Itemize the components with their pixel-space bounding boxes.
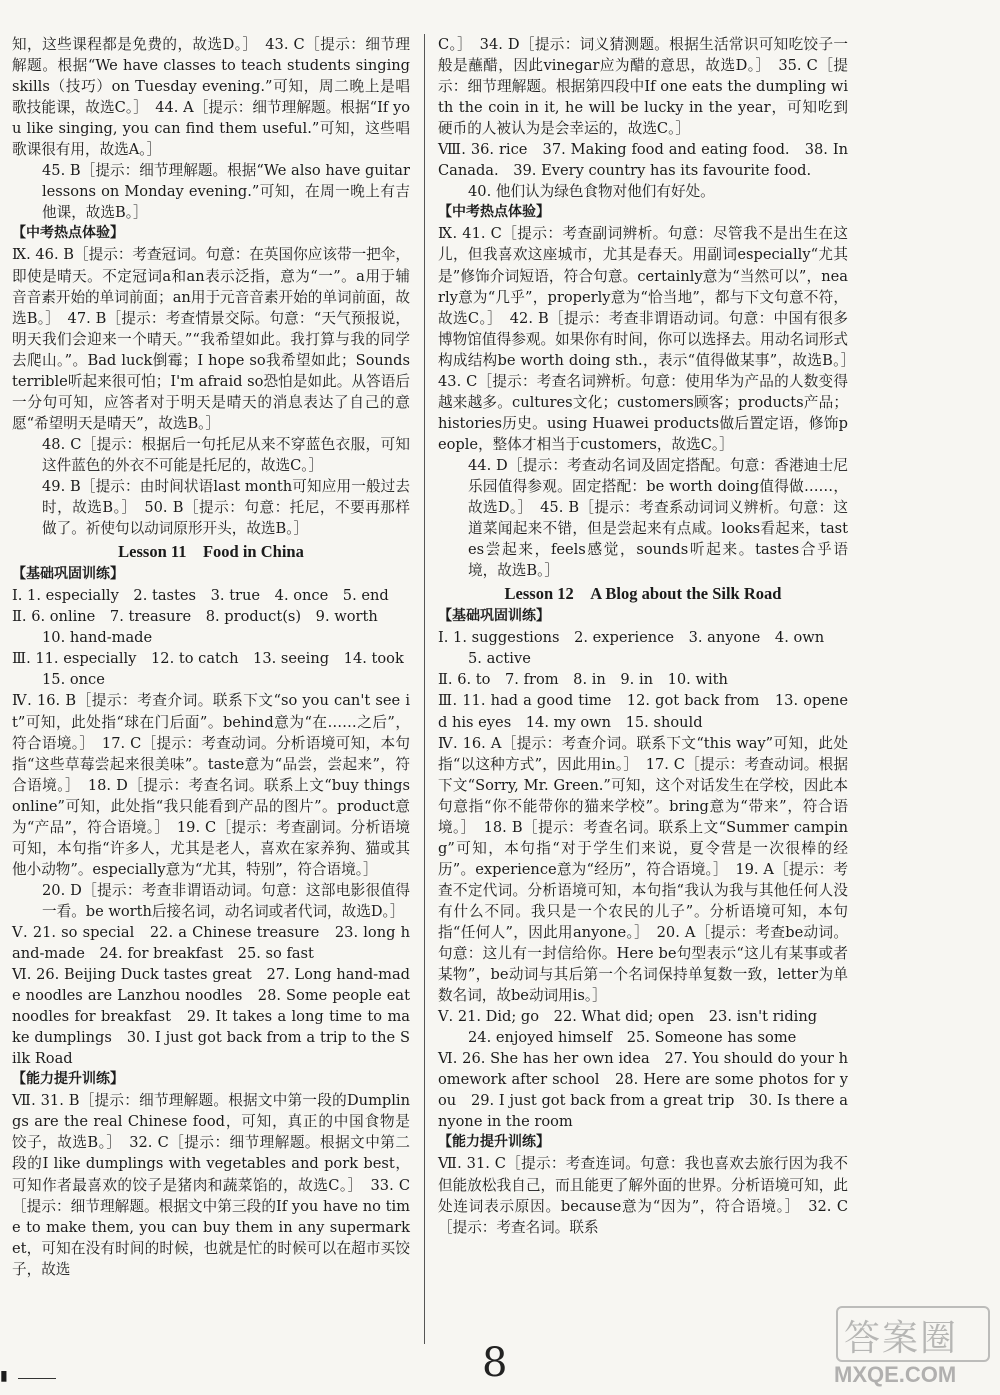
section-heading: 【能力提升训练】 (12, 1071, 124, 1088)
answer-block: 45. B［提示：细节理解题。根据“We also have guitar lessons on Monday evening.”可知，在周一晚上有吉他课，故选B。］ (42, 162, 410, 222)
answer-block: Ⅴ. 21. so special 22. a Chinese treasure 23. long hand-made 24. for breakfast 25. so fast (12, 923, 410, 963)
section-heading: 【中考热点体验】 (12, 225, 124, 242)
answer-block: Ⅰ. 1. suggestions 2. experience 3. anyone 4. own (438, 629, 825, 647)
corner-mark: ▮ (0, 1368, 8, 1384)
answer-block: Ⅱ. 6. online 7. treasure 8. product(s) 9. worth (12, 608, 378, 626)
answer-block: C。］ 34. D［提示：词义猜测题。根据生活常识可知吃饺子一般是蘸醋，因此vinegar应为醋的意思，故选D。］ 35. C［提示：细节理解题。根据第四段中If one eats the dumpling with the coin in it, he will be lucky in the year，可知吃到硬币的人被认为是会幸运的，故选C。］ (438, 36, 848, 138)
section-heading: 【中考热点体验】 (438, 204, 550, 221)
left-column (12, 34, 410, 1280)
answer-block: Ⅶ. 31. C［提示：考查连词。句意：我也喜欢去旅行因为我不但能放松我自己，而且能更了解外面的世界。分析语境可知，此处连词表示原因。because意为“因为”，符合语境。］ 32. C［提示：考查名词。联系 (438, 1155, 848, 1236)
lesson-title: Lesson 12 A Blog about the Silk Road (504, 584, 782, 604)
answer-block: Ⅱ. 6. to 7. from 8. in 9. in 10. with (438, 671, 728, 689)
answer-block: 24. enjoyed himself 25. Someone has some (468, 1029, 797, 1047)
footer-rule (18, 1378, 56, 1379)
answer-block: 知，这些课程都是免费的，故选D。］ 43. C［提示：细节理解题。根据“We have classes to teach students singing skills（技巧）on Tuesday evening.”可知，周二晚上是唱歌技能课，故选C。］ 44. A［提示：细节理解题。根据“If you like singing, you can find them useful.”可知，这些唱歌课很有用，故选A。］ (12, 36, 410, 159)
watermark-url: MXQE.COM (834, 1362, 957, 1387)
section-heading: 【基础巩固训练】 (12, 566, 124, 583)
answer-block: Ⅸ. 41. C［提示：考查副词辨析。句意：尽管我不是出生在这儿，但我喜欢这座城市，尤其是春天。用副词especially“尤其是”修饰介词短语，符合句意。certainly意为“当然可以”，nearly意为“几乎”，properly意为“恰当地”，都与下文句意不符，故选C。］ 42. B［提示：考查非谓语动词。句意：中国有很多博物馆值得参观。如果你有时间，你可以选择去。用动名词形式构成结构be worth doing sth.，表示“值得做某事”，故选B。］ 43. C［提示：考查名词辨析。句意：使用华为产品的人数变得越来越多。cultures文化；customers顾客；products产品；histories历史。using Huawei products做后置定语，修饰people，整体才相当于customers，故选C。］ (438, 225, 863, 453)
answer-block: Ⅴ. 21. Did; go 22. What did; open 23. isn't riding (438, 1008, 818, 1026)
column-divider (424, 34, 425, 1344)
answer-block: Ⅲ. 11. had a good time 12. got back from 13. opened his eyes 14. my own 15. should (438, 692, 848, 731)
answer-block: Ⅲ. 11. especially 12. to catch 13. seeing 14. took (12, 650, 404, 668)
answer-block: 10. hand-made (42, 629, 153, 647)
answer-block: Ⅳ. 16. A［提示：考查介词。联系下文“this way”可知，此处指“以这种方式”，因此用in。］ 17. C［提示：考查动词。根据下文“Sorry, Mr. Green.”可知，这个对话发生在学校，因此本句意指“你不能带你的猫来学校”。bring意为“带来”，符合语境。］ 18. B［提示：考查名词。联系上文“Summer camping”可知，本句指“对于学生们来说，夏令营是一次很棒的经历”。experience意为“经历”，符合语境。］ 19. A［提示：考查不定代词。分析语境可知，本句指“我认为我与其他任何人没有什么不同。我只是一个农民的儿子”。分析语境可知，本句指“任何人”，因此用anyone。］ 20. A［提示：考查be动词。句意：这儿有一封信给你。Here be句型表示“这儿有某事或者某物”，be动词与其后第一个名词保持单复数一致，letter为单数名词，故be动词用is。］ (438, 734, 848, 1005)
answer-block: Ⅳ. 16. B［提示：考查介词。联系下文“so you can't see it”可知，此处指“球在门后面”。behind意为“在……之后”，符合语境。］ 17. C［提示：考查动词。分析语境可知，本句指“这些草莓尝起来很美味”。taste意为“品尝，尝起来”，符合语境。］ 18. D［提示：考查名词。联系上文“buy things online”可知，此处指“我只能看到产品的图片”。product意为“产品”，符合语境。］ 19. C［提示：考查副词。分析语境可知，本句指“许多人，尤其是老人，喜欢在家养狗、猫或其他小动物”。especially意为“尤其，特别”，符合语境。］ (12, 692, 410, 878)
answer-block: Ⅸ. 46. B［提示：考查冠词。句意：在英国你应该带一把伞，即使是晴天。不定冠词a和an表示泛指，意为“一”。a用于辅音音素开始的单词前面；an用于元音音素开始的单词前面，故选B。］ 47. B［提示：考查情景交际。句意：“天气预报说，明天我们会迎来一个晴天。”“我希望如此。我打算与我的同学去爬山。”。Bad luck倒霉；I hope so我希望如此；Sounds terrible听起来很可怕；I'm afraid so恐怕是如此。从答语后一分句可知，应答者对于明天是晴天的消息表达了自己的意愿“希望明天是晴天”，故选B。］ (12, 246, 410, 432)
answer-block: 48. C［提示：根据后一句托尼从来不穿蓝色衣服，可知这件蓝色的外衣不可能是托尼的，故选C。］ (42, 435, 410, 474)
answer-block: 5. active (468, 650, 531, 668)
answer-block: 20. D［提示：考查非谓语动词。句意：这部电影很值得一看。be worth后接名词，动名词或者代词，故选D。］ (42, 881, 410, 920)
answer-block: Ⅵ. 26. She has her own idea 27. You should do your homework after school 28. Here are some photos for you 29. I just got back from a great trip 30. Is there anyone in the room (438, 1050, 848, 1131)
lesson-title: Lesson 11 Food in China (118, 542, 304, 562)
answer-block: Ⅷ. 36. rice 37. Making food and eating food. 38. In Canada. 39. Every country has its favourite food. (438, 141, 848, 180)
watermark-seal-text: 答案圈 (844, 1318, 959, 1359)
answer-block: 40. 他们认为绿色食物对他们有好处。 (468, 183, 715, 201)
page-number: 8 (482, 1340, 508, 1386)
answer-block: 49. B［提示：由时间状语last month可知应用一般过去时，故选B。］ 50. B［提示：句意：托尼，不要再那样做了。祈使句以动词原形开头，故选B。］ (42, 477, 410, 538)
answer-block: Ⅰ. 1. especially 2. tastes 3. true 4. once 5. end (12, 587, 389, 605)
answer-block: Ⅵ. 26. Beijing Duck tastes great 27. Long hand-made noodles are Lanzhou noodles 28. Some people eat noodles for breakfast 29. It takes a long time to make dumplings 30. I just got back from a trip to the Silk Road (12, 966, 410, 1068)
watermark-logo (830, 1300, 995, 1390)
section-heading: 【能力提升训练】 (438, 1134, 550, 1151)
right-column (438, 34, 863, 1238)
answer-block: Ⅶ. 31. B［提示：细节理解题。根据文中第一段的Dumplings are the real Chinese food，可知，真正的中国食物是饺子，故选B。］ 32. C［提示：细节理解题。根据文中第二段的I like dumplings with vegetables and pork best，可知作者最喜欢的饺子是猪肉和蔬菜馅的，故选C。］ 33. C［提示：细节理解题。根据文中第三段的If you have no time to make them, you can buy them in any supermarket，可知在没有时间的时候，也就是忙的时候可以在超市买饺子，故选 (12, 1092, 410, 1278)
section-heading: 【基础巩固训练】 (438, 608, 550, 625)
answer-block: 15. once (42, 671, 105, 689)
answer-block: 44. D［提示：考查动名词及固定搭配。句意：香港迪士尼乐园值得参观。固定搭配：be worth doing值得做……，故选D。］ 45. B［提示：考查系动词词义辨析。句意：这道菜闻起来不错，但是尝起来有点咸。looks看起来，tastes尝起来，feels感觉，sounds听起来。tastes合乎语境，故选B。］ (468, 456, 848, 580)
